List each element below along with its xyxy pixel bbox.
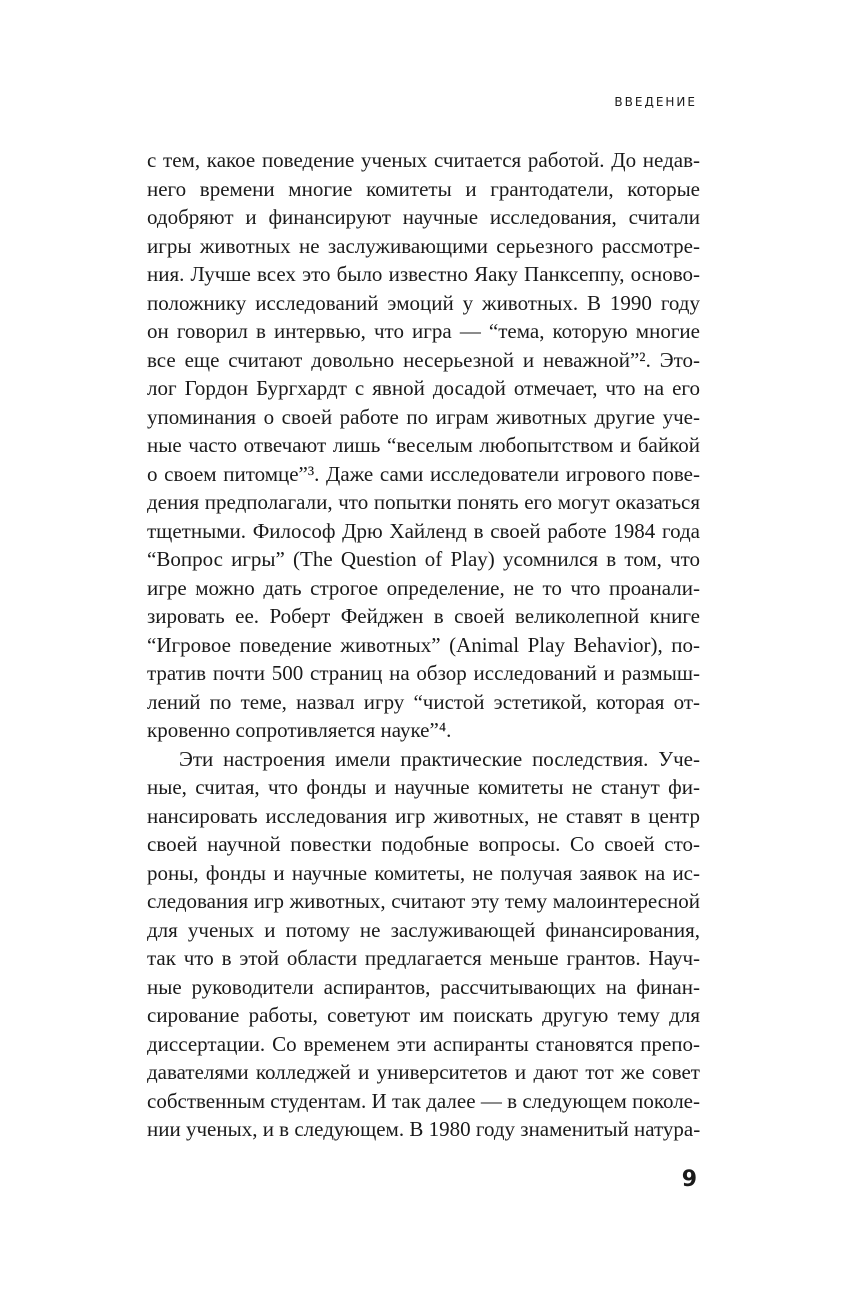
text-line: него времени многие комитеты и грантодатели, которые [147,176,700,201]
text-line: тратив почти 500 страниц на обзор исследований и размыш- [147,661,700,685]
text-line: роны, фонды и научные комитеты, не получая заявок на ис- [147,860,700,885]
text-line: одобряют и финансируют научные исследования, считали [147,205,700,229]
text-line: ные часто отвечают лишь “веселым любопытством и байкой [147,433,700,457]
text-line: нии ученых, и в следующем. В 1980 году знаменитый натура- [147,1117,701,1141]
text-line: следования игр животных, считают эту тему малоинтересной [147,889,700,913]
text-line: собственным студентам. И так далее — в следующем поколе- [147,1088,700,1113]
text-line: лог Гордон Бургхардт с явной досадой отмечает, что на его [147,376,700,400]
text-line: ные руководители аспирантов, рассчитывающих на финан- [147,974,700,999]
text-line: упоминания о своей работе по играм животных другие уче- [147,404,700,429]
text-line: ные, считая, что фонды и научные комитеты не станут фи- [147,775,700,799]
text-line: нансировать исследования игр животных, не ставят в центр [147,803,700,828]
text-line: “Вопрос игры” (The Question of Play) усомнился в том, что [147,547,700,571]
text-line: “Игровое поведение животных” (Animal Play Behavior), по- [147,632,700,657]
text-line: дения предполагали, что попытки понять его могут оказаться [147,490,700,514]
text-line: с тем, какое поведение ученых считается работой. До недав- [147,148,700,172]
text-line: Эти настроения имели практические последствия. Уче- [179,746,700,771]
text-line: положнику исследований эмоций у животных. В 1990 году [147,290,700,315]
text-line: он говорил в интервью, что игра — “тема, которую многие [147,319,700,343]
text-line: так что в этой области предлагается меньше грантов. Науч- [147,946,700,970]
text-line: ния. Лучше всех это было известно Яаку Панксеппу, осново- [147,262,700,286]
text-line: о своем питомце”³. Даже сами исследователи игрового пове- [147,461,700,486]
body-text [147,146,700,1144]
paragraph [147,146,700,745]
text-line: зировать ее. Роберт Фейджен в своей великолепной книге [147,604,700,628]
page-number: 9 [681,1167,697,1192]
paragraph [147,745,700,1144]
text-line: сирование работы, советуют им поискать другую тему для [147,1003,700,1027]
text-line: для ученых и потому не заслуживающей финансирования, [147,917,700,942]
text-line: игре можно дать строгое определение, не то что проанали- [147,575,700,600]
text-line: кровенно сопротивляется науке”⁴. [147,718,452,742]
text-line: своей научной повестки подобные вопросы. Со своей сто- [147,832,700,856]
text-line: лений по теме, назвал игру “чистой эстетикой, которая от- [147,689,700,714]
text-line: диссертации. Со временем эти аспиранты становятся препо- [147,1031,700,1056]
text-line: игры животных не заслуживающими серьезного рассмотре- [147,233,700,258]
text-line: давателями колледжей и университетов и дают тот же совет [147,1060,700,1084]
running-head: ВВЕДЕНИЕ [614,95,697,109]
text-line: все еще считают довольно несерьезной и неважной”². Это- [147,347,700,372]
text-line: тщетными. Философ Дрю Хайленд в своей работе 1984 года [147,518,700,543]
